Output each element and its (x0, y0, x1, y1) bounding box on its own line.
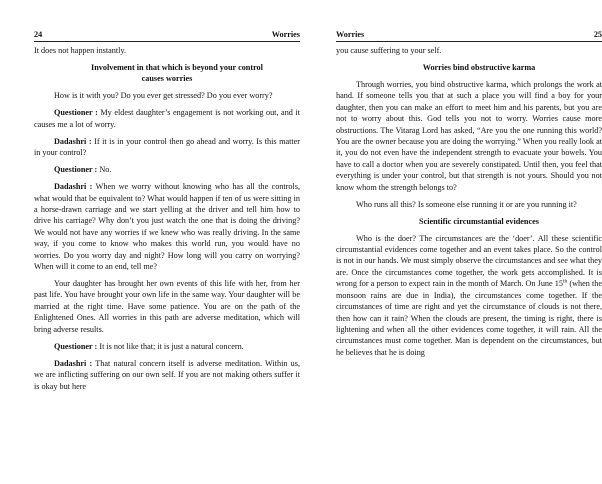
right-page (336, 0, 602, 484)
page-content (34, 45, 300, 398)
opening-line: you cause suffering to your self. (336, 46, 442, 55)
dialogue-paragraph (34, 341, 300, 352)
dialogue-paragraph (34, 107, 300, 130)
dialogue-text: If it is in your control then go ahead and worry. Is this matter in your control? (34, 136, 301, 158)
speaker-label: Questioner : (54, 165, 98, 175)
paragraph: Who runs all this? Is someone else running it or are you running it? (356, 199, 577, 209)
opening-line: It does not happen instantly. (34, 46, 127, 55)
header-rule (336, 41, 602, 42)
dialogue-paragraph (34, 136, 300, 159)
paragraph (336, 233, 602, 358)
paragraph: Your daughter has brought her own events of this life with her, from her past life. You have brought your own life in the same way. Your daughter will be married at the right time. Have some patience. You are on the path of the Enlightened Ones. All worries in this path are adverse meditation, which will bring adverse results. (34, 279, 300, 334)
dialogue-text: No. (97, 165, 112, 175)
speaker-label: Dadashri : (54, 182, 93, 192)
header-rule (34, 41, 300, 42)
page-content (336, 45, 602, 364)
heading-line-1: Involvement in that which is beyond your control (91, 63, 263, 72)
ordinal-suffix: th (562, 278, 568, 285)
running-title: Worries (336, 30, 365, 39)
running-header (34, 29, 300, 40)
paragraph: How is it with you? Do you ever get stressed? Do you ever worry? (54, 91, 273, 101)
section-heading (34, 62, 300, 85)
running-title: Worries (271, 30, 300, 39)
dialogue-paragraph (34, 358, 300, 392)
dialogue-text: My eldest daughter’s engagement is not working out, and it causes me a lot of worry. (34, 108, 300, 129)
page-number: 24 (34, 30, 43, 39)
section-heading: Scientific circumstantial evidences (419, 216, 539, 226)
paragraph-text: Who is the doer? The circumstances are the ‘doer’. All these scientific circumstantial evidences come together and an event takes place. So the control is not in our hands. We must simply observe the circumstances and see what they are. Once the circumstances come together, the work gets accomplished. It is wrong for a person to expect rain in the month of March. On June 15 (336, 233, 602, 289)
heading-line-2: causes worries (141, 74, 193, 84)
dialogue-paragraph (34, 164, 300, 175)
dialogue-text: That natural concern itself is adverse meditation. Within us, we are inflicting suffering on our own self. If you are not making others suffer it is okay but here (34, 358, 300, 391)
speaker-label: Questioner : (54, 341, 98, 351)
speaker-label: Questioner : (54, 108, 98, 118)
dialogue-paragraph (34, 181, 300, 272)
running-header (336, 29, 602, 40)
speaker-label: Dadashri : (54, 358, 93, 368)
section-heading: Worries bind obstructive karma (422, 63, 536, 72)
page-number: 25 (593, 30, 602, 39)
dialogue-text: It is not like that; it is just a natural concern. (97, 341, 244, 351)
paragraph-text: (when the monsoon rains are due in India), the circumstances come together. If the circumstances of time are right and yet the circumstance of clouds is not there, then how can it rain? When the clouds are present, the timing is right, there is lightening and when all the other evidences come together, it will rain. All the circumstances must come together. Man is dependent on the circumstances, but he believes that he is doing (336, 279, 602, 357)
dialogue-text: When we worry without knowing who has all the controls, what would that be equivalent to? What would happen if ten of us were sitting in a horse-drawn carriage and we start yelling at the driver and tell him how to drive his carriage? Why don’t you just watch the one that is doing the driving? We would not have any worries if we knew who was really driving. In the same way, if you come to know who makes this world run, you would have no worries. Do you worry day and night? How long will you carry on worrying? When will it come to an end, tell me? (34, 182, 301, 272)
left-page (34, 0, 300, 484)
speaker-label: Dadashri : (54, 136, 92, 146)
paragraph: Through worries, you bind obstructive karma, which prolongs the work at hand. If someone tells you that at such a place you will find a boy for your daughter, then you can make an effort to meet him and his parents, but you are not to worry about this. God tells you not to worry. Worries cause more obstructions. The Vitarag Lord has asked, “Are you the one running this world? You are the owner because you are doing the worrying.” When you really look at it, you do not even have the independent strength to evacuate your bowels. You have to call a doctor when you are severely constipated. Until then, you feel that everything is under your control, but that strength is not yours. Should you not know whom the strength belongs to? (336, 80, 602, 192)
